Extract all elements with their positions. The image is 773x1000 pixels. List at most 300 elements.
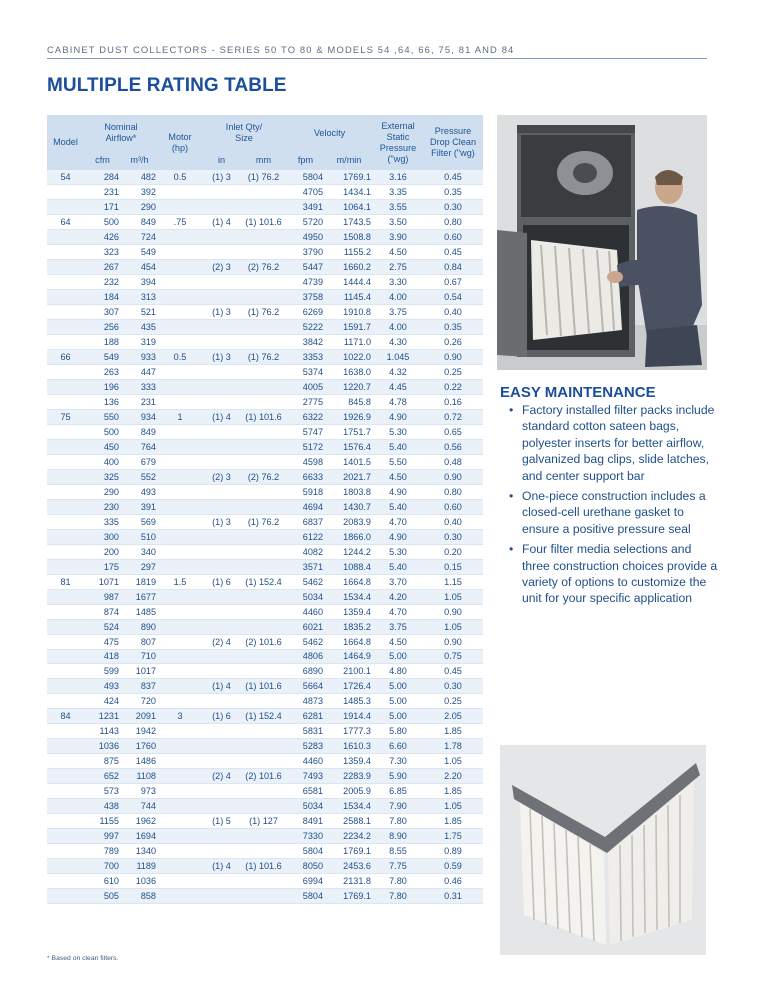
table-row [47,350,483,365]
cell-inlet-in: (1) 6 [202,574,241,589]
cell-external-static-pressure: 2.75 [373,260,423,275]
technician-photo-illustration [497,115,707,370]
cell-velocity-fpm: 5804 [286,889,325,904]
cell-cfm: 307 [84,305,121,320]
cell-inlet-in [202,589,241,604]
cell-velocity-m-per-min: 1145.4 [325,290,373,305]
cell-m3h: 858 [121,889,158,904]
cell-inlet-in: (1) 3 [202,514,241,529]
cell-cfm: 196 [84,380,121,395]
cell-velocity-m-per-min: 1835.2 [325,619,373,634]
cell-model [47,784,84,799]
cell-m3h: 313 [121,290,158,305]
cell-motor-hp [158,395,202,410]
cell-inlet-mm [241,589,286,604]
cell-model [47,380,84,395]
cell-motor-hp [158,619,202,634]
cell-inlet-mm [241,335,286,350]
cell-inlet-mm: (1) 152.4 [241,709,286,724]
table-row [47,694,483,709]
cell-cfm: 323 [84,245,121,260]
cell-motor-hp [158,365,202,380]
cell-pressure-drop: 2.20 [423,769,483,784]
cell-velocity-fpm: 5664 [286,679,325,694]
cell-model [47,664,84,679]
cell-velocity-fpm: 4739 [286,275,325,290]
cell-external-static-pressure: 5.00 [373,694,423,709]
cell-cfm: 325 [84,469,121,484]
table-row [47,395,483,410]
cell-external-static-pressure: 4.50 [373,245,423,260]
cell-inlet-in [202,724,241,739]
header-pressure-drop: Pressure Drop Clean Filter ("wg) [423,115,483,170]
cell-pressure-drop: 0.16 [423,395,483,410]
cell-inlet-in [202,380,241,395]
running-head: CABINET DUST COLLECTORS - SERIES 50 TO 80 & MODELS 54 ,64, 66, 75, 81 AND 84 [47,44,515,55]
cell-m3h: 724 [121,230,158,245]
cell-motor-hp [158,844,202,859]
table-row [47,185,483,200]
cell-cfm: 789 [84,844,121,859]
cell-external-static-pressure: 6.60 [373,739,423,754]
header-m3h: m³/h [121,151,158,170]
cell-inlet-in [202,559,241,574]
cell-velocity-fpm: 4806 [286,649,325,664]
cell-m3h: 890 [121,619,158,634]
cell-velocity-m-per-min: 1726.4 [325,679,373,694]
cell-motor-hp [158,260,202,275]
footnote: * Based on clean filters. [47,955,119,962]
cell-inlet-in [202,844,241,859]
table-row [47,859,483,874]
cell-model: 64 [47,215,84,230]
cell-model: 54 [47,170,84,185]
header-rule [47,58,707,59]
cell-model [47,365,84,380]
cell-motor-hp [158,335,202,350]
cell-velocity-fpm: 4005 [286,380,325,395]
cell-pressure-drop: 0.25 [423,694,483,709]
cell-inlet-in [202,649,241,664]
cell-velocity-fpm: 5918 [286,484,325,499]
cell-inlet-in [202,230,241,245]
cell-inlet-mm [241,290,286,305]
cell-inlet-in: (2) 4 [202,769,241,784]
cell-inlet-mm [241,275,286,290]
cell-external-static-pressure: 5.90 [373,769,423,784]
cell-velocity-m-per-min: 1664.8 [325,634,373,649]
cell-external-static-pressure: 3.55 [373,200,423,215]
table-row [47,829,483,844]
cell-m3h: 849 [121,424,158,439]
cell-motor-hp [158,305,202,320]
cell-external-static-pressure: 4.45 [373,380,423,395]
cell-velocity-m-per-min: 1464.9 [325,649,373,664]
table-row [47,290,483,305]
cell-velocity-m-per-min: 1866.0 [325,529,373,544]
cell-inlet-in: (1) 4 [202,410,241,425]
cell-inlet-mm [241,739,286,754]
cell-model [47,769,84,784]
cell-velocity-m-per-min: 1359.4 [325,754,373,769]
cell-model: 81 [47,574,84,589]
bullet-dot-icon: • [509,542,514,557]
easy-maintenance-list [509,402,719,611]
cell-velocity-fpm: 3758 [286,290,325,305]
cell-m3h: 1819 [121,574,158,589]
cell-m3h: 710 [121,649,158,664]
cell-external-static-pressure: 3.70 [373,574,423,589]
table-row [47,380,483,395]
cell-cfm: 610 [84,874,121,889]
table-row [47,754,483,769]
cell-inlet-mm [241,724,286,739]
cell-pressure-drop: 1.85 [423,724,483,739]
cell-motor-hp [158,514,202,529]
multiple-rating-table [47,115,483,904]
cell-cfm: 550 [84,410,121,425]
cell-velocity-fpm: 5222 [286,320,325,335]
cell-model [47,305,84,320]
cell-velocity-fpm: 3790 [286,245,325,260]
cell-external-static-pressure: 3.35 [373,185,423,200]
cell-motor-hp [158,245,202,260]
table-row [47,739,483,754]
cell-motor-hp [158,784,202,799]
cell-cfm: 335 [84,514,121,529]
cell-inlet-in [202,200,241,215]
cell-m3h: 720 [121,694,158,709]
cell-pressure-drop: 0.40 [423,514,483,529]
cell-velocity-fpm: 4460 [286,754,325,769]
cell-model [47,260,84,275]
cell-motor-hp [158,484,202,499]
cell-motor-hp [158,859,202,874]
cell-cfm: 500 [84,215,121,230]
cell-velocity-fpm: 6837 [286,514,325,529]
cell-model [47,454,84,469]
cell-pressure-drop: 0.15 [423,559,483,574]
cell-pressure-drop: 0.30 [423,529,483,544]
cell-cfm: 874 [84,604,121,619]
cell-external-static-pressure: 4.70 [373,514,423,529]
cell-velocity-m-per-min: 1751.7 [325,424,373,439]
cell-inlet-mm: (1) 127 [241,814,286,829]
cell-velocity-m-per-min: 2131.8 [325,874,373,889]
table-row [47,499,483,514]
cell-velocity-m-per-min: 2083.9 [325,514,373,529]
cell-velocity-m-per-min: 845.8 [325,395,373,410]
cell-velocity-fpm: 5374 [286,365,325,380]
cell-model [47,320,84,335]
cell-cfm: 599 [84,664,121,679]
cell-model [47,544,84,559]
cell-velocity-m-per-min: 1777.3 [325,724,373,739]
cell-inlet-mm [241,454,286,469]
cell-inlet-in [202,395,241,410]
cell-inlet-in [202,499,241,514]
cell-inlet-in: (1) 6 [202,709,241,724]
cell-cfm: 475 [84,634,121,649]
cell-model [47,275,84,290]
cell-velocity-fpm: 6269 [286,305,325,320]
cell-velocity-fpm: 5720 [286,215,325,230]
cell-inlet-in: (1) 5 [202,814,241,829]
cell-inlet-mm: (2) 101.6 [241,769,286,784]
cell-m3h: 394 [121,275,158,290]
table-row [47,724,483,739]
cell-velocity-fpm: 6633 [286,469,325,484]
cell-pressure-drop: 0.30 [423,679,483,694]
cell-inlet-mm [241,829,286,844]
cell-velocity-m-per-min: 2021.7 [325,469,373,484]
cell-pressure-drop: 1.05 [423,589,483,604]
cell-external-static-pressure: 4.80 [373,664,423,679]
cell-inlet-mm [241,245,286,260]
cell-external-static-pressure: 7.30 [373,754,423,769]
cell-external-static-pressure: 7.75 [373,859,423,874]
cell-velocity-fpm: 4460 [286,604,325,619]
cell-inlet-in: (1) 3 [202,350,241,365]
cell-velocity-fpm: 6994 [286,874,325,889]
cell-pressure-drop: 0.35 [423,185,483,200]
cell-inlet-mm [241,230,286,245]
cell-motor-hp [158,754,202,769]
cell-cfm: 256 [84,320,121,335]
cell-cfm: 230 [84,499,121,514]
cell-inlet-in [202,245,241,260]
cell-model [47,619,84,634]
bullet-dot-icon: • [509,403,514,417]
table-row [47,305,483,320]
cell-model [47,724,84,739]
cell-cfm: 450 [84,439,121,454]
table-row [47,679,483,694]
table-row [47,874,483,889]
table-row [47,589,483,604]
cell-cfm: 426 [84,230,121,245]
cell-cfm: 549 [84,350,121,365]
cell-inlet-mm [241,424,286,439]
cell-cfm: 418 [84,649,121,664]
table-row [47,814,483,829]
header-inlet: Inlet Qty/ Size [202,115,286,151]
cell-velocity-m-per-min: 2234.2 [325,829,373,844]
cell-pressure-drop: 0.31 [423,889,483,904]
cell-cfm: 136 [84,395,121,410]
cell-cfm: 267 [84,260,121,275]
table-row [47,230,483,245]
cell-inlet-mm [241,799,286,814]
cell-cfm: 232 [84,275,121,290]
header-fpm: fpm [286,151,325,170]
cell-inlet-mm [241,484,286,499]
cell-inlet-mm: (1) 76.2 [241,305,286,320]
cell-inlet-in: (2) 3 [202,469,241,484]
table-row [47,604,483,619]
table-row [47,410,483,425]
cell-cfm: 1036 [84,739,121,754]
cell-velocity-fpm: 6581 [286,784,325,799]
cell-model [47,814,84,829]
cell-inlet-in [202,544,241,559]
cell-velocity-fpm: 4950 [286,230,325,245]
cell-inlet-in [202,784,241,799]
cell-velocity-fpm: 6890 [286,664,325,679]
cell-external-static-pressure: 4.50 [373,634,423,649]
cell-velocity-fpm: 5747 [286,424,325,439]
cell-cfm: 184 [84,290,121,305]
cell-external-static-pressure: 4.00 [373,320,423,335]
cell-inlet-mm [241,619,286,634]
header-mm: mm [241,151,286,170]
cell-inlet-in [202,275,241,290]
cell-motor-hp [158,290,202,305]
cell-m3h: 1017 [121,664,158,679]
table-row [47,559,483,574]
cell-inlet-in [202,529,241,544]
table-row [47,514,483,529]
cell-motor-hp [158,634,202,649]
table-row [47,619,483,634]
cell-cfm: 284 [84,170,121,185]
cell-cfm: 997 [84,829,121,844]
cell-motor-hp [158,604,202,619]
cell-pressure-drop: 0.80 [423,484,483,499]
table-row [47,439,483,454]
cell-cfm: 263 [84,365,121,380]
cell-velocity-m-per-min: 1910.8 [325,305,373,320]
cell-cfm: 1071 [84,574,121,589]
cell-model [47,200,84,215]
cell-m3h: 510 [121,529,158,544]
cell-external-static-pressure: 5.00 [373,679,423,694]
table-row [47,260,483,275]
cell-m3h: 2091 [121,709,158,724]
cell-cfm: 875 [84,754,121,769]
cell-velocity-fpm: 7330 [286,829,325,844]
cell-inlet-mm [241,889,286,904]
cell-velocity-m-per-min: 1914.4 [325,709,373,724]
cell-inlet-in: (1) 3 [202,305,241,320]
cell-velocity-m-per-min: 1485.3 [325,694,373,709]
cell-pressure-drop: 0.46 [423,874,483,889]
cell-motor-hp [158,380,202,395]
cell-external-static-pressure: 4.20 [373,589,423,604]
cell-motor-hp [158,320,202,335]
cell-velocity-m-per-min: 2453.6 [325,859,373,874]
table-row [47,365,483,380]
table-row [47,335,483,350]
cell-motor-hp [158,769,202,784]
cell-velocity-m-per-min: 1244.2 [325,544,373,559]
table-row [47,889,483,904]
cell-motor-hp [158,424,202,439]
cell-inlet-mm [241,874,286,889]
cell-model [47,634,84,649]
cell-external-static-pressure: 3.16 [373,170,423,185]
cell-model [47,245,84,260]
page-title: MULTIPLE RATING TABLE [47,75,287,96]
cell-motor-hp [158,649,202,664]
cell-m3h: 744 [121,799,158,814]
cell-pressure-drop: 1.05 [423,619,483,634]
cell-velocity-m-per-min: 1359.4 [325,604,373,619]
cell-motor-hp [158,724,202,739]
cell-motor-hp [158,439,202,454]
cell-cfm: 175 [84,559,121,574]
cell-motor-hp: 0.5 [158,170,202,185]
cell-pressure-drop: 1.85 [423,784,483,799]
cell-external-static-pressure: 4.90 [373,529,423,544]
cell-model [47,335,84,350]
header-in: in [202,151,241,170]
cell-cfm: 652 [84,769,121,784]
cell-velocity-m-per-min: 1769.1 [325,889,373,904]
cell-model [47,604,84,619]
cell-cfm: 505 [84,889,121,904]
cell-inlet-mm [241,380,286,395]
cell-inlet-mm: (1) 101.6 [241,410,286,425]
cell-motor-hp: 1 [158,410,202,425]
cell-velocity-m-per-min: 1088.4 [325,559,373,574]
table-row [47,200,483,215]
cell-model [47,679,84,694]
cell-external-static-pressure: 8.55 [373,844,423,859]
cell-velocity-fpm: 5462 [286,574,325,589]
cell-inlet-in [202,889,241,904]
cell-m3h: 807 [121,634,158,649]
cell-external-static-pressure: 5.80 [373,724,423,739]
cell-pressure-drop: 1.75 [423,829,483,844]
cell-external-static-pressure: 1.045 [373,350,423,365]
cell-velocity-m-per-min: 1444.4 [325,275,373,290]
cell-velocity-fpm: 5034 [286,799,325,814]
cell-inlet-in [202,185,241,200]
cell-motor-hp [158,589,202,604]
cell-motor-hp [158,230,202,245]
cell-pressure-drop: 0.60 [423,230,483,245]
cell-cfm: 231 [84,185,121,200]
cell-external-static-pressure: 5.30 [373,424,423,439]
cell-m3h: 391 [121,499,158,514]
table-row [47,215,483,230]
cell-inlet-in [202,604,241,619]
cell-inlet-in [202,829,241,844]
cell-inlet-in [202,290,241,305]
cell-velocity-m-per-min: 1401.5 [325,454,373,469]
cell-pressure-drop: 0.80 [423,215,483,230]
cell-pressure-drop: 0.84 [423,260,483,275]
header-model: Model [47,115,84,170]
cell-velocity-fpm: 8491 [286,814,325,829]
cell-model [47,589,84,604]
cell-inlet-in [202,424,241,439]
cell-inlet-mm [241,844,286,859]
cell-inlet-mm [241,784,286,799]
cell-inlet-in [202,619,241,634]
cell-velocity-m-per-min: 1576.4 [325,439,373,454]
table-row [47,320,483,335]
table-row [47,170,483,185]
cell-m3h: 231 [121,395,158,410]
cell-pressure-drop: 0.20 [423,544,483,559]
cell-inlet-in [202,664,241,679]
cell-pressure-drop: 0.40 [423,305,483,320]
cell-m3h: 552 [121,469,158,484]
cell-m3h: 1677 [121,589,158,604]
cell-external-static-pressure: 3.50 [373,215,423,230]
